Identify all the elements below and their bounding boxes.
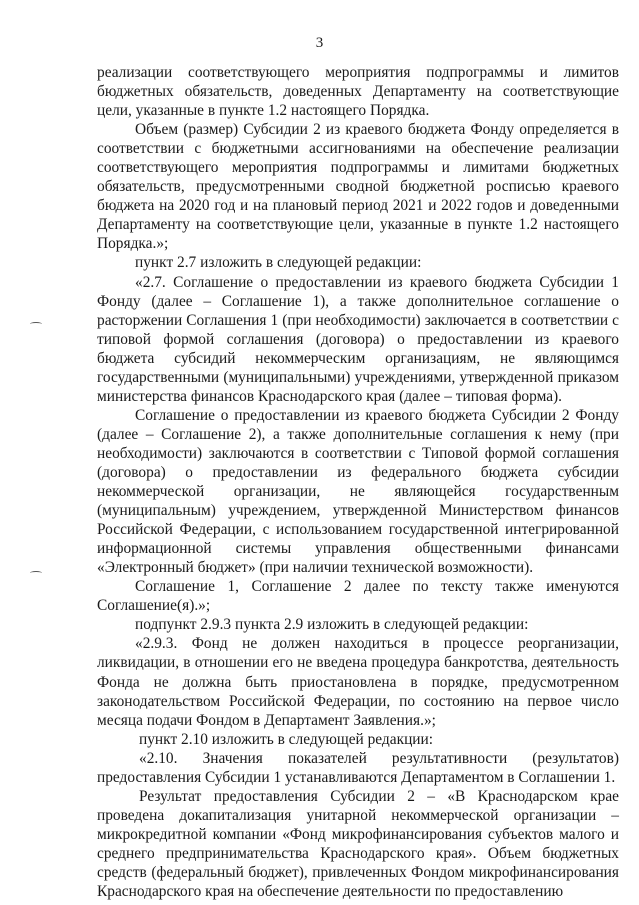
paragraph-2-9-3: «2.9.3. Фонд не должен находиться в процессе реорганизации, ликвидации, в отношении его не введена процедура банкротства, деятельность Фонда не должна быть приостановлена в порядке, предусмотренном законодательством Российской Федерации, по состоянию на первое число месяца подачи Фондом в Департамент Заявления.»; <box>97 635 619 729</box>
paragraph-amend-2-9-3: подпункт 2.9.3 пункта 2.9 изложить в следующей редакции: <box>135 616 529 634</box>
margin-mark-bottom <box>30 571 42 575</box>
document-body <box>97 63 619 901</box>
paragraph-agreement-2: Соглашение о предоставлении из краевого бюджета Субсидии 2 Фонду (далее – Соглашение 2), а также дополнительные соглашения к нему (при необходимости) заключаются в соответствии с Типовой формой соглашения (договора) о предоставлении из федерального бюджета субсидии некоммерческой организации, не являющейся государственным (муниципальным) учреждением, утвержденной Министерством финансов Российской Федерации, с использованием государственной интегрированной информационной системы управления общественными финансами «Электронный бюджет» (при наличии технической возможности). <box>97 406 619 577</box>
margin-mark-top <box>30 322 42 326</box>
paragraph-agreements-named: Соглашение 1, Соглашение 2 далее по тексту также именуются Соглашение(я).»; <box>97 578 619 615</box>
paragraph-2-7-agreement-1: «2.7. Соглашение о предоставлении из краевого бюджета Субсидии 1 Фонду (далее – Соглашение 1), а также дополнительное соглашение о расторжении Соглашения 1 (при необходимости) заключается в соответствии с типовой формой соглашения (договора) о предоставлении из краевого бюджета субсидий некоммерческим организациям, не являющимся государственными (муниципальными) учреждениями, утвержденной приказом министерства финансов Краснодарского края (далее – типовая форма). <box>97 273 619 405</box>
paragraph-subsidy-2-result: Результат предоставления Субсидии 2 – «В Краснодарском крае проведена докапитализация унитарной некоммерческой организации – микрокредитной компании «Фонд микрофинансирования субъектов малого и среднего предпринимательства Краснодарского края». Объем бюджетных средств (федеральный бюджет), привлеченных Фондом микрофинансирования Краснодарского края на обеспечение деятельности по предоставлению <box>97 787 619 901</box>
paragraph-amend-2-7: пункт 2.7 изложить в следующей редакции: <box>135 254 422 272</box>
paragraph-continuation: реализации соответствующего мероприятия подпрограммы и лимитов бюджетных обязательств, доведенных Департаменту на соответствующие цели, указанные в пункте 1.2 настоящего Порядка. <box>97 64 619 120</box>
page-number: 3 <box>315 35 324 51</box>
paragraph-amend-2-10: пункт 2.10 изложить в следующей редакции: <box>139 730 434 748</box>
paragraph-2-10: «2.10. Значения показателей результативности (результатов) предоставления Субсидии 1 устанавливаются Департаментом в Соглашении 1. <box>97 749 619 786</box>
paragraph-subsidy-2-volume: Объем (размер) Субсидии 2 из краевого бюджета Фонду определяется в соответствии с бюджетными ассигнованиями на обеспечение реализации соответствующего мероприятия подпрограммы и лимитами бюджетных обязательств, предусмотренными сводной бюджетной росписью краевого бюджета на 2020 год и на плановый период 2021 и 2022 годов и доведенными Департаменту на соответствующие цели, указанные в пункте 1.2 настоящего Порядка.»; <box>97 121 619 253</box>
